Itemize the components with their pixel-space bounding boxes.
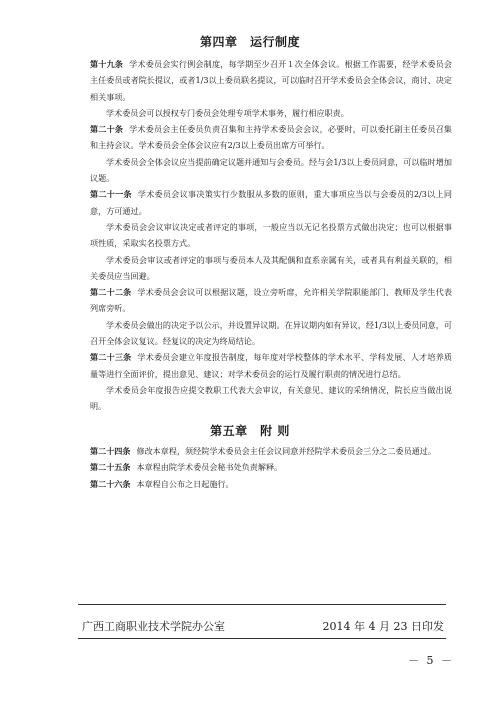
article-22 [90, 284, 452, 317]
article-label: 第二十六条 [90, 478, 131, 489]
chapter-4-title: 第四章 运行制度 [199, 35, 300, 49]
article-25 [90, 459, 452, 475]
article-24 [90, 443, 452, 459]
chapter-5-body [90, 443, 452, 492]
article-label: 第二十条 [90, 124, 124, 135]
footer-bottom-rule [78, 638, 446, 639]
article-text: 学术委员会建立年度报告制度，每年度对学校整体的学术水平、学科发展、人才培养质量等进行全面评价，提出意见、建议；对学术委员会的运行及履行职责的情况进行总结。 [90, 352, 452, 379]
footer-issue-line [82, 618, 444, 634]
page-number: － 5 － [408, 654, 454, 667]
paragraph [90, 154, 452, 187]
article-label: 第二十四条 [90, 446, 131, 456]
paragraph [90, 252, 452, 285]
chapter-4-body [90, 56, 452, 415]
paragraph [90, 382, 452, 415]
article-label: 第十九条 [90, 59, 124, 69]
paragraph-text: 学术委员会年度报告应提交教职工代表大会审议，有关意见、建议的采纳情况，院长应当做出说明。 [90, 384, 452, 412]
issuer-name: 广西工商职业技术学院办公室 [82, 620, 225, 633]
article-19 [90, 56, 452, 105]
article-text: 学术委员会实行例会制度，每学期至少召开１次全体会议。根据工作需要，经学术委员会主任委员或者院长提议，或者1/3以上委员联名提议，可以临时召开学术委员会全体会议，商讨、决定相关事项。 [90, 59, 452, 102]
footer-top-rule [78, 604, 446, 605]
article-text: 学术委员会主任委员负责召集和主持学术委员会会议，必要时，可以委托副主任委员召集和主持会议。学术委员会全体会议应有2/3以上委员出席方可举行。 [90, 124, 452, 151]
article-label: 第二十三条 [90, 352, 132, 363]
article-20 [90, 121, 452, 154]
article-text: 学术委员会会议可以根据议题，设立旁听席，允许相关学院职能部门、教师及学生代表列席旁听。 [90, 287, 452, 314]
article-text: 修改本章程，须经院学术委员会主任会议同意并经院学术委员会三分之二委员通过。 [136, 446, 436, 456]
article-text: 本章程由院学术委员会秘书处负责解释。 [136, 462, 283, 473]
paragraph [90, 317, 452, 350]
article-21 [90, 186, 452, 219]
chapter-5-title: 第五章 附 则 [210, 424, 290, 438]
paragraph-text: 学术委员会全体会议应当提前确定议题并通知与会委员。经与会1/3以上委员同意，可以临时增加议题。 [90, 156, 452, 184]
paragraph-text: 学术委员会会议审议决定或者评定的事项，一般应当以无记名投票方式做出决定；也可以根据事项性质，采取实名投票方式。 [90, 221, 452, 249]
paragraph [90, 105, 452, 121]
paragraph-text: 学术委员会可以授权专门委员会处理专项学术事务，履行相应职责。 [106, 107, 349, 118]
article-26 [90, 476, 452, 492]
article-text: 本章程自公布之日起施行。 [136, 478, 234, 489]
article-label: 第二十二条 [90, 287, 132, 298]
paragraph-text: 学术委员会审议或者评定的事项与委员本人及其配偶和直系亲属有关，或者具有利益关联的，相关委员应当回避。 [90, 254, 452, 281]
paragraph-text: 学术委员会做出的决定予以公示，并设置异议期。在异议期内如有异议，经1/3以上委员同意，可召开全体会议复议。经复议的决定为终局结论。 [90, 319, 452, 347]
paragraph [90, 219, 452, 252]
article-text: 学术委员会议事决策实行少数服从多数的原则，重大事项应当以与会委员的2/3以上同意，方可通过。 [90, 189, 452, 216]
article-label: 第二十五条 [90, 462, 131, 473]
issue-date: 2014 年 4 月 23 日印发 [322, 620, 444, 633]
article-23 [90, 349, 452, 382]
article-label: 第二十一条 [90, 189, 132, 200]
